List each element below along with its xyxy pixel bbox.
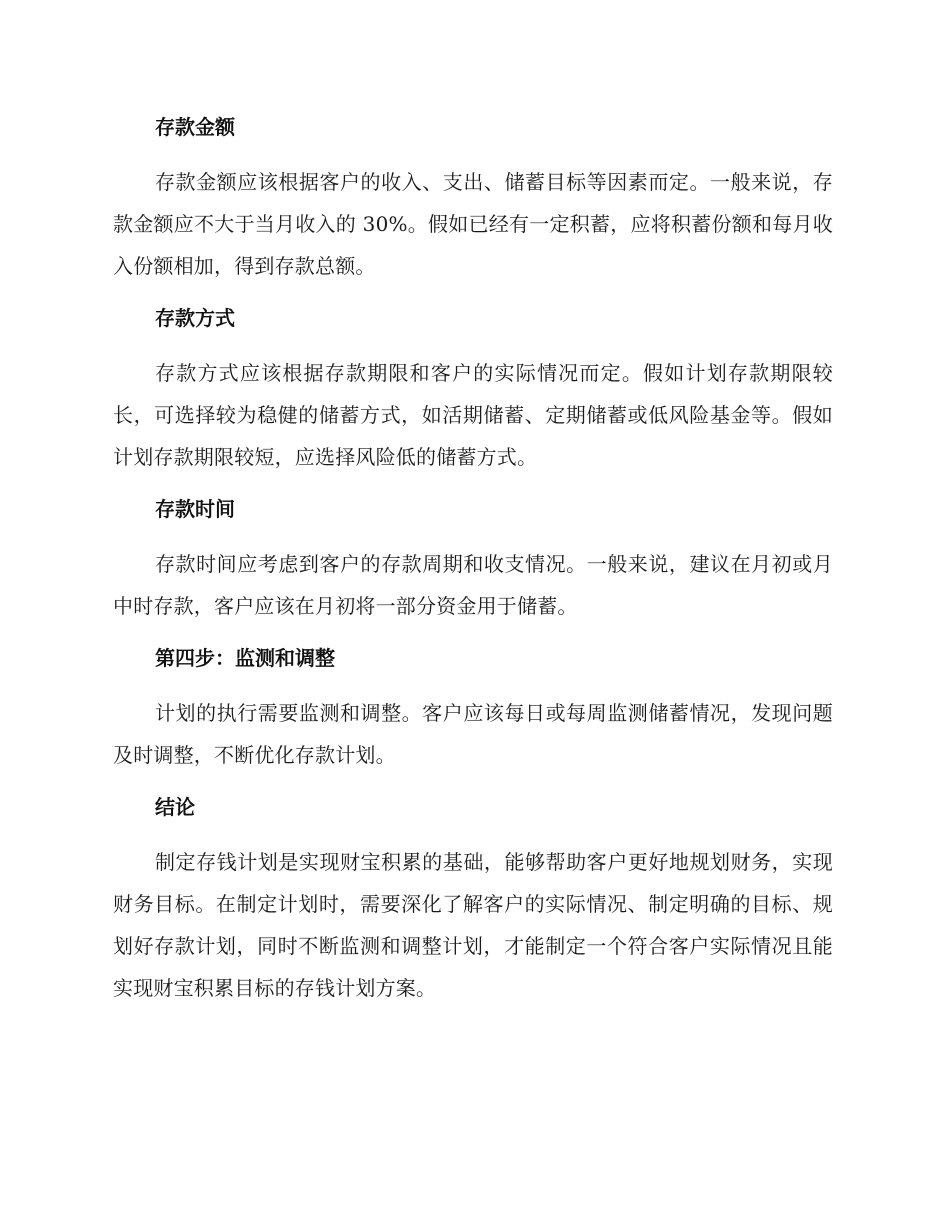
section-heading-deposit-method: 存款方式: [155, 306, 235, 330]
section-paragraph-step-four: 计划的执行需要监测和调整。客户应该每日或每周监测储蓄情况，发现问题及时调整，不断优化存款计划。: [113, 701, 833, 767]
section-heading-deposit-amount: 存款金额: [155, 115, 235, 139]
section-paragraph-conclusion: 制定存钱计划是实现财宝积累的基础，能够帮助客户更好地规划财务，实现财务目标。在制定计划时，需要深化了解客户的实际情况、制定明确的目标、规划好存款计划，同时不断监测和调整计划，才能制定一个符合客户实际情况且能实现财宝积累目标的存钱计划方案。: [113, 850, 833, 1000]
section-paragraph-deposit-time: 存款时间应考虑到客户的存款周期和收支情况。一般来说，建议在月初或月中时存款，客户应该在月初将一部分资金用于储蓄。: [113, 552, 833, 618]
section-heading-deposit-time: 存款时间: [155, 497, 235, 521]
section-heading-step-four: 第四步：监测和调整: [155, 646, 335, 670]
section-paragraph-deposit-amount: 存款金额应该根据客户的收入、支出、储蓄目标等因素而定。一般来说，存款金额应不大于当月收入的 30%。假如已经有一定积蓄，应将积蓄份额和每月收入份额相加，得到存款总额。: [113, 170, 833, 278]
document-body: [113, 108, 833, 1021]
section-heading-conclusion: 结论: [155, 795, 195, 819]
section-paragraph-deposit-method: 存款方式应该根据存款期限和客户的实际情况而定。假如计划存款期限较长，可选择较为稳健的储蓄方式，如活期储蓄、定期储蓄或低风险基金等。假如计划存款期限较短，应选择风险低的储蓄方式。: [113, 361, 833, 469]
